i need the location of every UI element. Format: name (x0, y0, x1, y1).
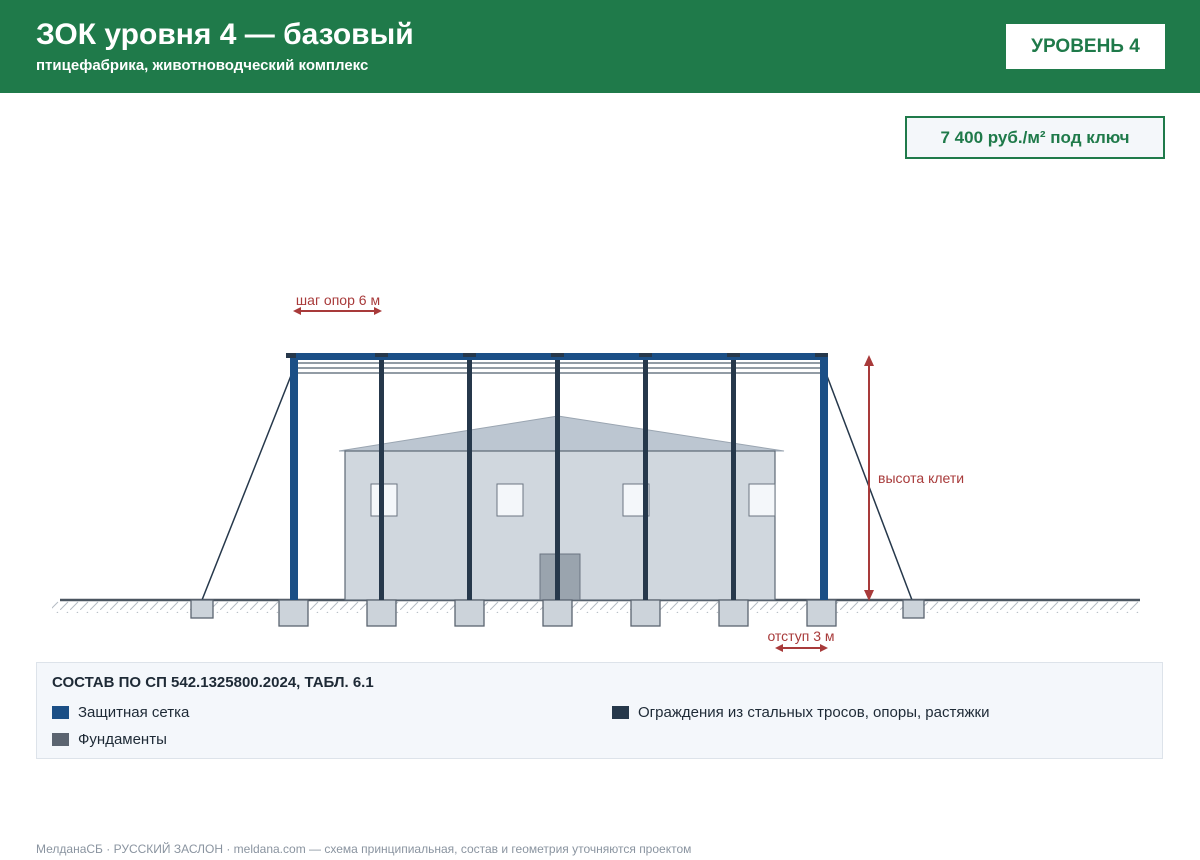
inner-pole (467, 356, 472, 600)
building-window (749, 484, 775, 516)
label-cage-height: высота клети (878, 470, 965, 486)
anchor-foundation (191, 600, 213, 618)
foundations (191, 600, 924, 626)
edge-pole-left (290, 356, 298, 600)
pole-foundation (367, 600, 396, 626)
arrow-right-icon (374, 307, 382, 315)
pole-cap (463, 353, 476, 357)
legend-item-cables (612, 704, 989, 721)
guy-wire-left (202, 368, 294, 600)
anchor-foundation (903, 600, 924, 618)
label-pole-step: шаг опор 6 м (295, 292, 381, 308)
legend-item-foundations (52, 731, 167, 748)
pole-cap (551, 353, 564, 357)
legend-label-net: Защитная сетка (78, 704, 190, 721)
dimension-cage-height (864, 355, 964, 601)
level-badge: УРОВЕНЬ 4 (1006, 24, 1165, 69)
page-title: ЗОК уровня 4 — базовый (36, 18, 414, 51)
building-roof (339, 416, 784, 451)
dimension-offset (767, 628, 834, 652)
ground-hatching (52, 601, 1140, 613)
legend-swatch-cables (612, 706, 629, 719)
pole-foundation (719, 600, 748, 626)
pole-foundation (631, 600, 660, 626)
arrow-right-icon (820, 644, 828, 652)
pole-foundation (279, 600, 308, 626)
page-subtitle: птицефабрика, животноводческий комплекс (36, 57, 369, 74)
net-cap (286, 353, 296, 358)
arrow-up-icon (864, 355, 874, 366)
pole-cap (815, 353, 828, 357)
legend-panel (36, 662, 1163, 759)
inner-pole (555, 356, 560, 600)
price-box: 7 400 руб./м² под ключ (905, 116, 1165, 159)
label-offset: отступ 3 м (767, 628, 835, 644)
pole-cap (375, 353, 388, 357)
building (339, 416, 784, 600)
legend-swatch-net (52, 706, 69, 719)
edge-pole-right (820, 356, 828, 600)
legend-swatch-foundations (52, 733, 69, 746)
inner-pole (643, 356, 648, 600)
legend-title: СОСТАВ ПО СП 542.1325800.2024, ТАБЛ. 6.1 (52, 674, 374, 691)
pole-cap (639, 353, 652, 357)
footer-note: МелданаСБ · РУССКИЙ ЗАСЛОН · meldana.com — схема принципиальная, состав и геометрия уточняются проектом (36, 842, 692, 856)
arrow-left-icon (775, 644, 783, 652)
inner-pole (379, 356, 384, 600)
pole-foundation (543, 600, 572, 626)
dimension-pole-step (293, 292, 382, 315)
pole-cap (727, 353, 740, 357)
legend-label-foundations: Фундаменты (78, 731, 167, 748)
inner-pole (731, 356, 736, 600)
arrow-left-icon (293, 307, 301, 315)
pole-foundation (455, 600, 484, 626)
building-window (497, 484, 523, 516)
pole-foundation (807, 600, 836, 626)
legend-label-cables: Ограждения из стальных тросов, опоры, растяжки (638, 704, 990, 721)
legend-item-net (52, 704, 189, 721)
